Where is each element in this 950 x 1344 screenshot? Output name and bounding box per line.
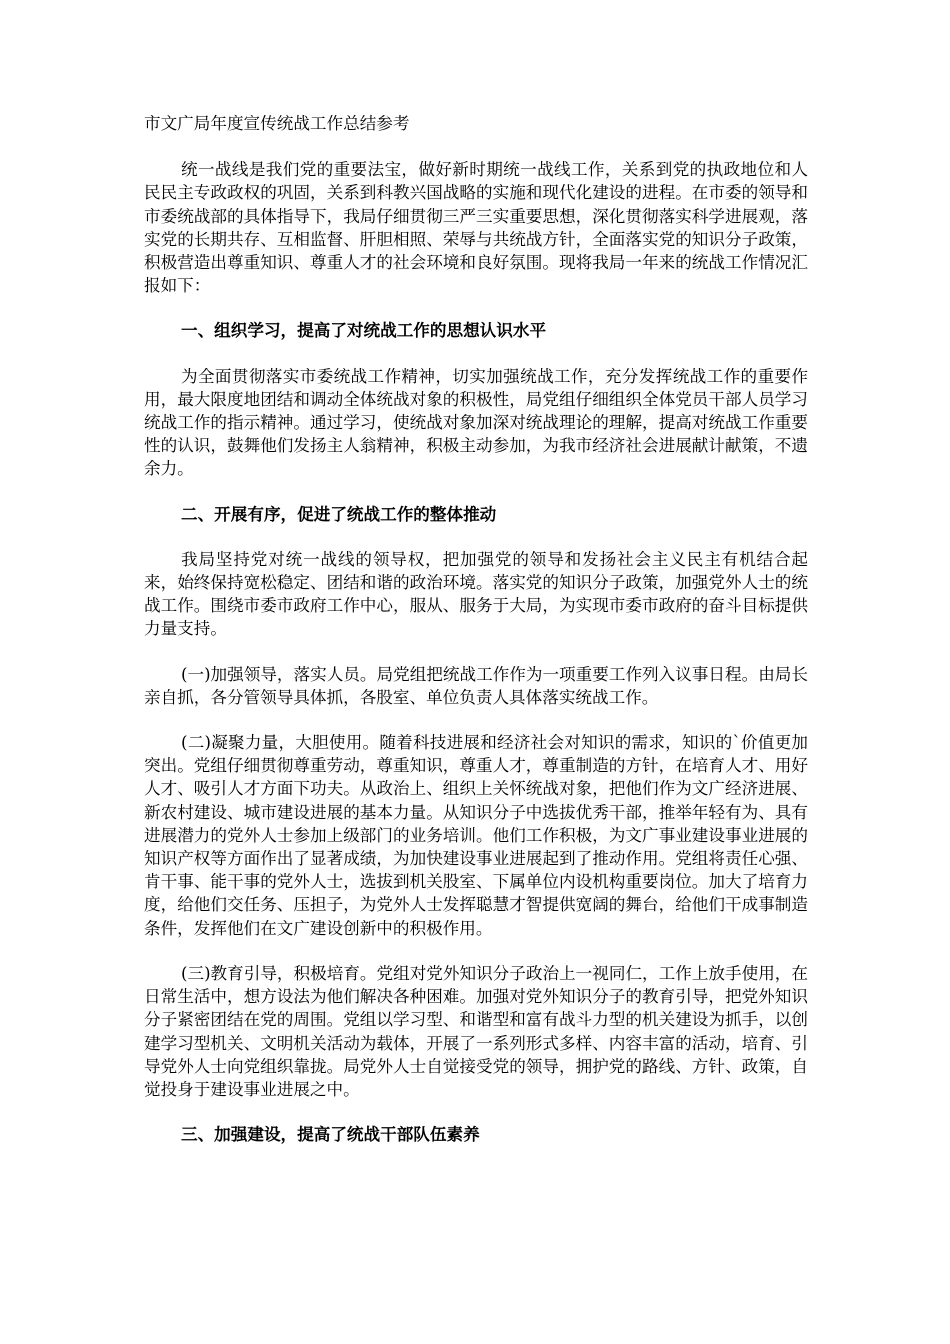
section-1-paragraph: 为全面贯彻落实市委统战工作精神，切实加强统战工作，充分发挥统战工作的重要作用，最大限度地团结和调动全体统战对象的积极性，局党组仔细组织全体党员干部人员学习统战工作的指示精神。通过学习，使统战对象加深对统战理论的理解，提高对统战工作重要性的认识，鼓舞他们发扬主人翁精神，积极主动参加，为我市经济社会进展献计献策，不遗余力。: [144, 366, 808, 479]
subsection-3-paragraph: (三)教育引导，积极培育。党组对党外知识分子政治上一视同仁，工作上放手使用，在日常生活中，想方设法为他们解决各种困难。加强对党外知识分子的教育引导，把党外知识分子紧密团结在党的周围。党组以学习型、和谐型和富有战斗力型的机关建设为抓手，以创建学习型机关、文明机关活动为载体，开展了一系列形式多样、内容丰富的活动，培育、引导党外人士向党组织靠拢。局党外人士自觉接受党的领导，拥护党的路线、方针、政策，自觉投身于建设事业进展之中。: [144, 963, 808, 1099]
document-page: [144, 112, 808, 1168]
subsection-1-paragraph: (一)加强领导，落实人员。局党组把统战工作作为一项重要工作列入议事日程。由局长亲自抓，各分管领导具体抓，各股室、单位负责人具体落实统战工作。: [144, 664, 808, 707]
section-3-heading: 三、加强建设，提高了统战干部队伍素养: [181, 1124, 480, 1145]
section-1-heading: 一、组织学习，提高了对统战工作的思想认识水平: [181, 320, 547, 341]
document-title: 市文广局年度宣传统战工作总结参考: [144, 114, 410, 133]
intro-paragraph: 统一战线是我们党的重要法宝，做好新时期统一战线工作，关系到党的执政地位和人民民主专政政权的巩固，关系到科教兴国战略的实施和现代化建设的进程。在市委的领导和市委统战部的具体指导下，我局仔细贯彻三严三实重要思想，深化贯彻落实科学进展观，落实党的长期共存、互相监督、肝胆相照、荣辱与共统战方针，全面落实党的知识分子政策，积极营造出尊重知识、尊重人才的社会环境和良好氛围。现将我局一年来的统战工作情况汇报如下：: [144, 160, 808, 296]
section-2-heading: 二、开展有序，促进了统战工作的整体推动: [181, 503, 497, 524]
section-2-paragraph: 我局坚持党对统一战线的领导权，把加强党的领导和发扬社会主义民主有机结合起来，始终保持宽松稳定、团结和谐的政治环境。落实党的知识分子政策，加强党外人士的统战工作。围绕市委市政府工作中心，服从、服务于大局，为实现市委市政府的奋斗目标提供力量支持。: [144, 549, 808, 639]
subsection-2-paragraph: (二)凝聚力量，大胆使用。随着科技进展和经济社会对知识的需求，知识的`价值更加突出。党组仔细贯彻尊重劳动，尊重知识，尊重人才，尊重制造的方针，在培育人才、用好人才、吸引人才方面下功夫。从政治上、组织上关怀统战对象，把他们作为文广经济进展、新农村建设、城市建设进展的基本力量。从知识分子中选拔优秀干部，推举年轻有为、具有进展潜力的党外人士参加上级部门的业务培训。他们工作积极，为文广事业建设事业进展的知识产权等方面作出了显著成绩，为加快建设事业进展起到了推动作用。党组将责任心强、肯干事、能干事的党外人士，选拔到机关股室、下属单位内设机构重要岗位。加大了培育力度，给他们交任务、压担子，为党外人士发挥聪慧才智提供宽阔的舞台，给他们干成事制造条件，发挥他们在文广建设创新中的积极作用。: [144, 733, 808, 938]
